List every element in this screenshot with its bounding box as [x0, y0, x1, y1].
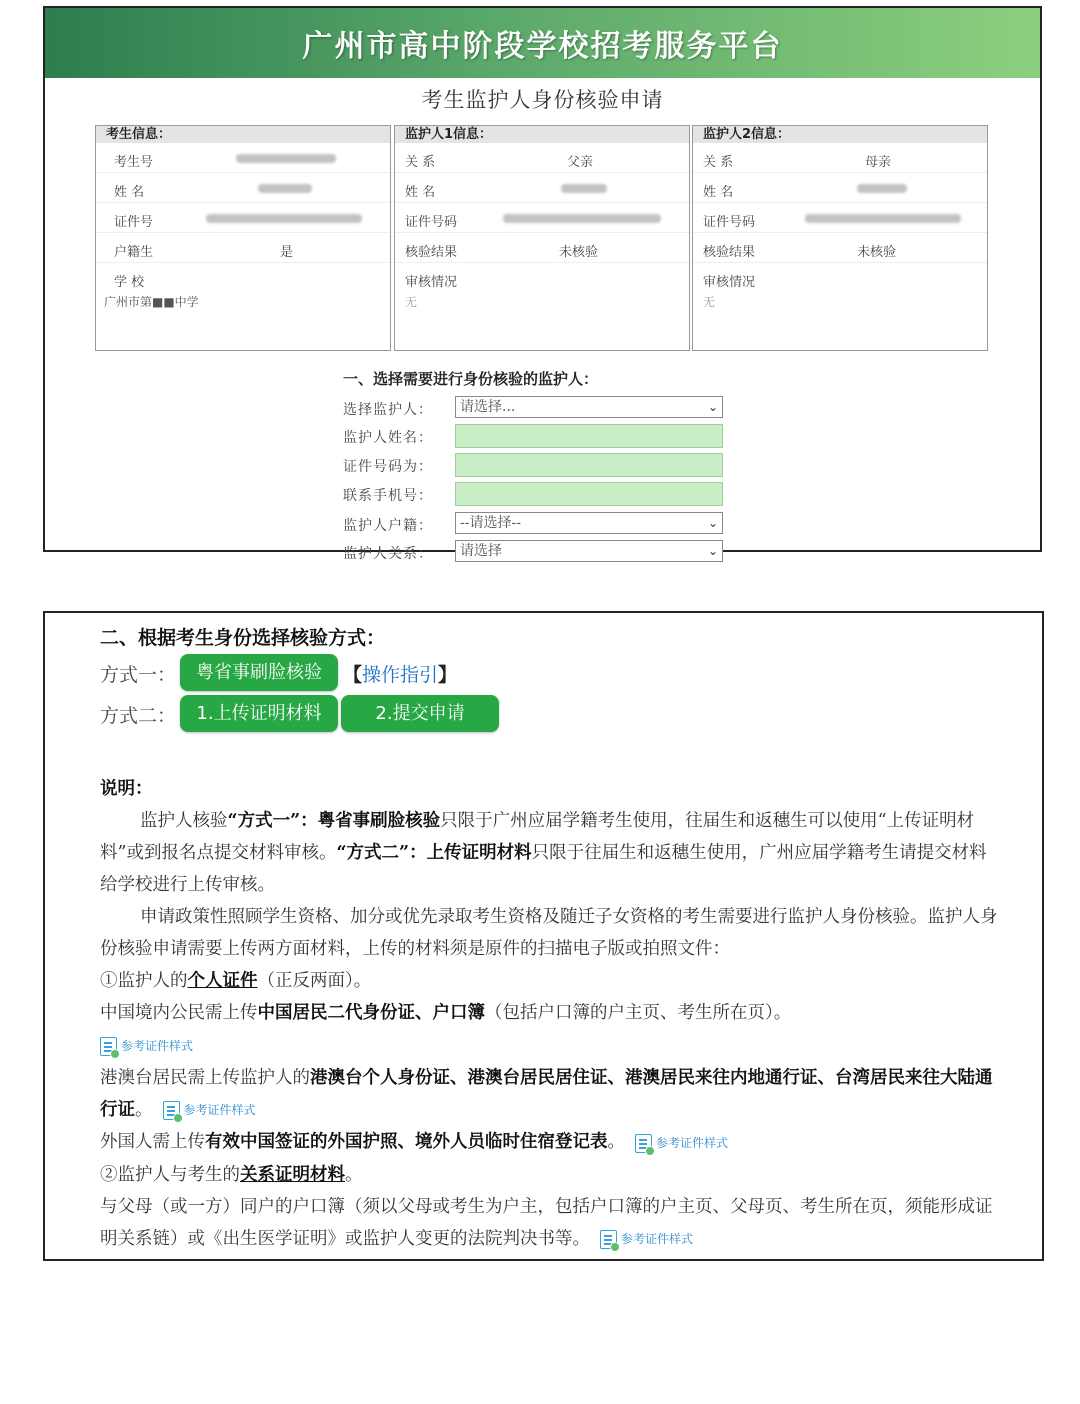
text-bold: “方式一”：粤省事刷脸核验	[227, 811, 441, 831]
redacted-value	[258, 184, 312, 193]
face-verify-button[interactable]: 粤省事刷脸核验	[180, 654, 338, 691]
instructions-paragraph	[100, 1126, 1000, 1159]
guardian-id-label: 证件号码为：	[343, 459, 433, 475]
redacted-value	[503, 214, 661, 223]
platform-title: 广州市高中阶段学校招考服务平台	[302, 29, 783, 64]
guardian1-info-box	[394, 125, 690, 351]
redacted-value	[561, 184, 607, 193]
guardian1-result-row	[395, 233, 689, 263]
instructions-paragraph	[100, 805, 1000, 901]
page-title: 考生监护人身份核验申请	[421, 88, 664, 112]
chevron-down-icon: ⌄	[707, 516, 718, 530]
guardian2-info-box	[692, 125, 988, 351]
text-bold: 港澳台个人身份证、港澳台居民居住证、港澳居民来往内地通行证、台湾居民来往大陆通行证	[100, 1067, 993, 1120]
student-school-row	[96, 263, 390, 323]
instructions-paragraph	[100, 1062, 1000, 1127]
student-info-box	[95, 125, 391, 351]
reference-sample-link[interactable]	[100, 1030, 193, 1062]
guardian-huji-value: --请选择--	[460, 515, 521, 531]
student-school-value: 广州市第■■中学	[104, 295, 199, 309]
guardian1-result-label: 核验结果	[405, 245, 458, 260]
guide-bracket-close: 】	[438, 664, 458, 686]
guardian1-review-label: 审核情况	[405, 275, 458, 290]
text: 。	[135, 1099, 153, 1120]
guardian2-rel-row	[693, 143, 987, 173]
operation-guide-link[interactable]	[343, 660, 457, 687]
document-icon	[600, 1230, 617, 1249]
text-bold: “方式二”：上传证明材料	[336, 843, 532, 863]
guardian1-result-value: 未核验	[559, 245, 599, 260]
instructions-paragraph: 申请政策性照顾学生资格、加分或优先录取考生资格及随迁子女资格的考生需要进行监护人身份核验。监护人身份核验申请需要上传两方面材料，上传的材料须是原件的扫描电子版或拍照文件：	[100, 907, 998, 959]
text: （正反两面）。	[257, 971, 372, 991]
guardian1-name-row	[395, 173, 689, 203]
guardian-phone-label: 联系手机号：	[343, 488, 433, 504]
guide-bracket-open: 【	[343, 664, 363, 686]
guardian2-name-row	[693, 173, 987, 203]
guardian-relation-label: 监护人关系：	[343, 546, 433, 562]
guardian-id-input[interactable]	[455, 453, 723, 477]
student-id-label: 考生号	[114, 155, 154, 170]
guardian2-cert-label: 证件号码	[703, 215, 756, 230]
redacted-value	[805, 214, 961, 223]
guardian-relation-value: 请选择	[460, 543, 502, 559]
student-name-label: 姓 名	[114, 185, 145, 200]
reference-sample-label: 参考证件样式	[121, 1038, 194, 1053]
method1-label: 方式一：	[100, 664, 177, 686]
guardian-name-label: 监护人姓名：	[343, 430, 433, 446]
guardian1-heading: 监护人1信息：	[395, 126, 689, 143]
chevron-down-icon: ⌄	[707, 400, 718, 414]
guardian-huji-dropdown[interactable]	[455, 512, 723, 534]
select-guardian-value: 请选择...	[460, 399, 516, 415]
student-huji-value: 是	[280, 245, 294, 260]
instructions-paragraph	[100, 997, 1000, 1029]
student-cert-label: 证件号	[114, 215, 154, 230]
upload-materials-button[interactable]: 1.上传证明材料	[180, 695, 338, 732]
platform-banner	[45, 8, 1040, 78]
student-cert-row	[96, 203, 390, 233]
guardian-phone-input[interactable]	[455, 482, 723, 506]
reference-sample-link[interactable]	[163, 1094, 256, 1126]
guardian2-cert-row	[693, 203, 987, 233]
text-bold: 有效中国签证的外国护照、境外人员临时住宿登记表	[205, 1132, 608, 1152]
text-underlined: 个人证件	[187, 971, 258, 991]
section2-title: 二、根据考生身份选择核验方式：	[100, 627, 386, 649]
student-id-row	[96, 143, 390, 173]
document-icon	[100, 1037, 117, 1056]
student-info-heading: 考生信息：	[96, 126, 390, 143]
text-underlined: 关系证明材料	[240, 1164, 345, 1185]
student-huji-row	[96, 233, 390, 263]
select-guardian-label: 选择监护人：	[343, 402, 433, 418]
guardian1-rel-label: 关 系	[405, 155, 436, 170]
guardian-relation-dropdown[interactable]	[455, 540, 723, 562]
reference-sample-link[interactable]	[600, 1223, 693, 1255]
guardian1-cert-row	[395, 203, 689, 233]
guardian1-name-label: 姓 名	[405, 185, 436, 200]
guardian-name-input[interactable]	[455, 424, 723, 448]
redacted-value	[236, 154, 336, 163]
guardian2-rel-value: 母亲	[865, 155, 892, 170]
text: 。	[345, 1164, 363, 1185]
redacted-value	[857, 184, 907, 193]
text: 。	[607, 1132, 625, 1152]
instructions-heading: 说明：	[100, 779, 153, 799]
instructions-paragraph	[100, 1029, 1000, 1062]
reference-sample-label: 参考证件样式	[621, 1232, 694, 1246]
select-guardian-dropdown[interactable]	[455, 396, 723, 418]
text: 只限于广州应届学籍考生使用，往届生和返穗生可以使用“上传证明材料”或到报名点提交材料审核。	[100, 811, 975, 863]
text: ①监护人的	[100, 971, 188, 991]
text: 港澳台居民需上传监护人的	[100, 1067, 310, 1088]
guardian1-cert-label: 证件号码	[405, 215, 458, 230]
guide-link-text: 操作指引	[362, 664, 439, 686]
guardian2-result-value: 未核验	[857, 245, 897, 260]
guardian1-review-value: 无	[405, 295, 418, 309]
guardian2-heading: 监护人2信息：	[693, 126, 987, 143]
chevron-down-icon: ⌄	[707, 544, 718, 558]
reference-sample-link[interactable]	[635, 1127, 728, 1159]
text: 外国人需上传	[100, 1132, 205, 1152]
guardian2-name-label: 姓 名	[703, 185, 734, 200]
document-icon	[635, 1134, 652, 1153]
student-name-row	[96, 173, 390, 203]
verification-method-panel	[43, 611, 1044, 1261]
text: （包括户口簿的户主页、考生所在页）。	[485, 1003, 792, 1023]
guardian-huji-label: 监护人户籍：	[343, 518, 433, 534]
text: 与父母（或一方）同户的户口簿（须以父母或考生为户主，包括户口簿的户主页、父母页、考生所在页，须能形成证明关系链）或《出生医学证明》或监护人变更的法院判决书等。	[100, 1196, 993, 1249]
guardian1-rel-value: 父亲	[567, 155, 594, 170]
text-bold: 中国居民二代身份证、户口簿	[257, 1003, 485, 1023]
section1-title: 一、选择需要进行身份核验的监护人：	[343, 370, 599, 388]
guardian1-rel-row	[395, 143, 689, 173]
guardian1-review-row	[395, 263, 689, 323]
reference-sample-label: 参考证件样式	[656, 1135, 729, 1150]
guardian2-result-row	[693, 233, 987, 263]
instructions	[100, 773, 1000, 1255]
student-school-label: 学 校	[114, 275, 145, 290]
text: ②监护人与考生的	[100, 1164, 240, 1185]
document-icon	[163, 1101, 180, 1120]
guardian2-review-label: 审核情况	[703, 275, 756, 290]
text: 监护人核验	[140, 811, 228, 831]
method2-label: 方式二：	[100, 705, 177, 727]
guardian2-result-label: 核验结果	[703, 245, 756, 260]
instructions-paragraph	[100, 965, 1000, 997]
instructions-paragraph	[100, 1191, 1000, 1256]
application-form-screenshot	[43, 6, 1042, 562]
guardian2-review-row	[693, 263, 987, 323]
student-huji-label: 户籍生	[114, 245, 154, 260]
text: 中国境内公民需上传	[100, 1003, 258, 1023]
instructions-paragraph	[100, 1159, 1000, 1191]
guardian2-review-value: 无	[703, 295, 716, 309]
redacted-value	[206, 214, 362, 223]
text: 只限于往届生和返穗生使用，广州应届学籍考生请提交材料给学校进行上传审核。	[100, 843, 987, 895]
guardian2-rel-label: 关 系	[703, 155, 734, 170]
reference-sample-label: 参考证件样式	[183, 1103, 256, 1117]
submit-application-button[interactable]: 2.提交申请	[341, 695, 499, 732]
